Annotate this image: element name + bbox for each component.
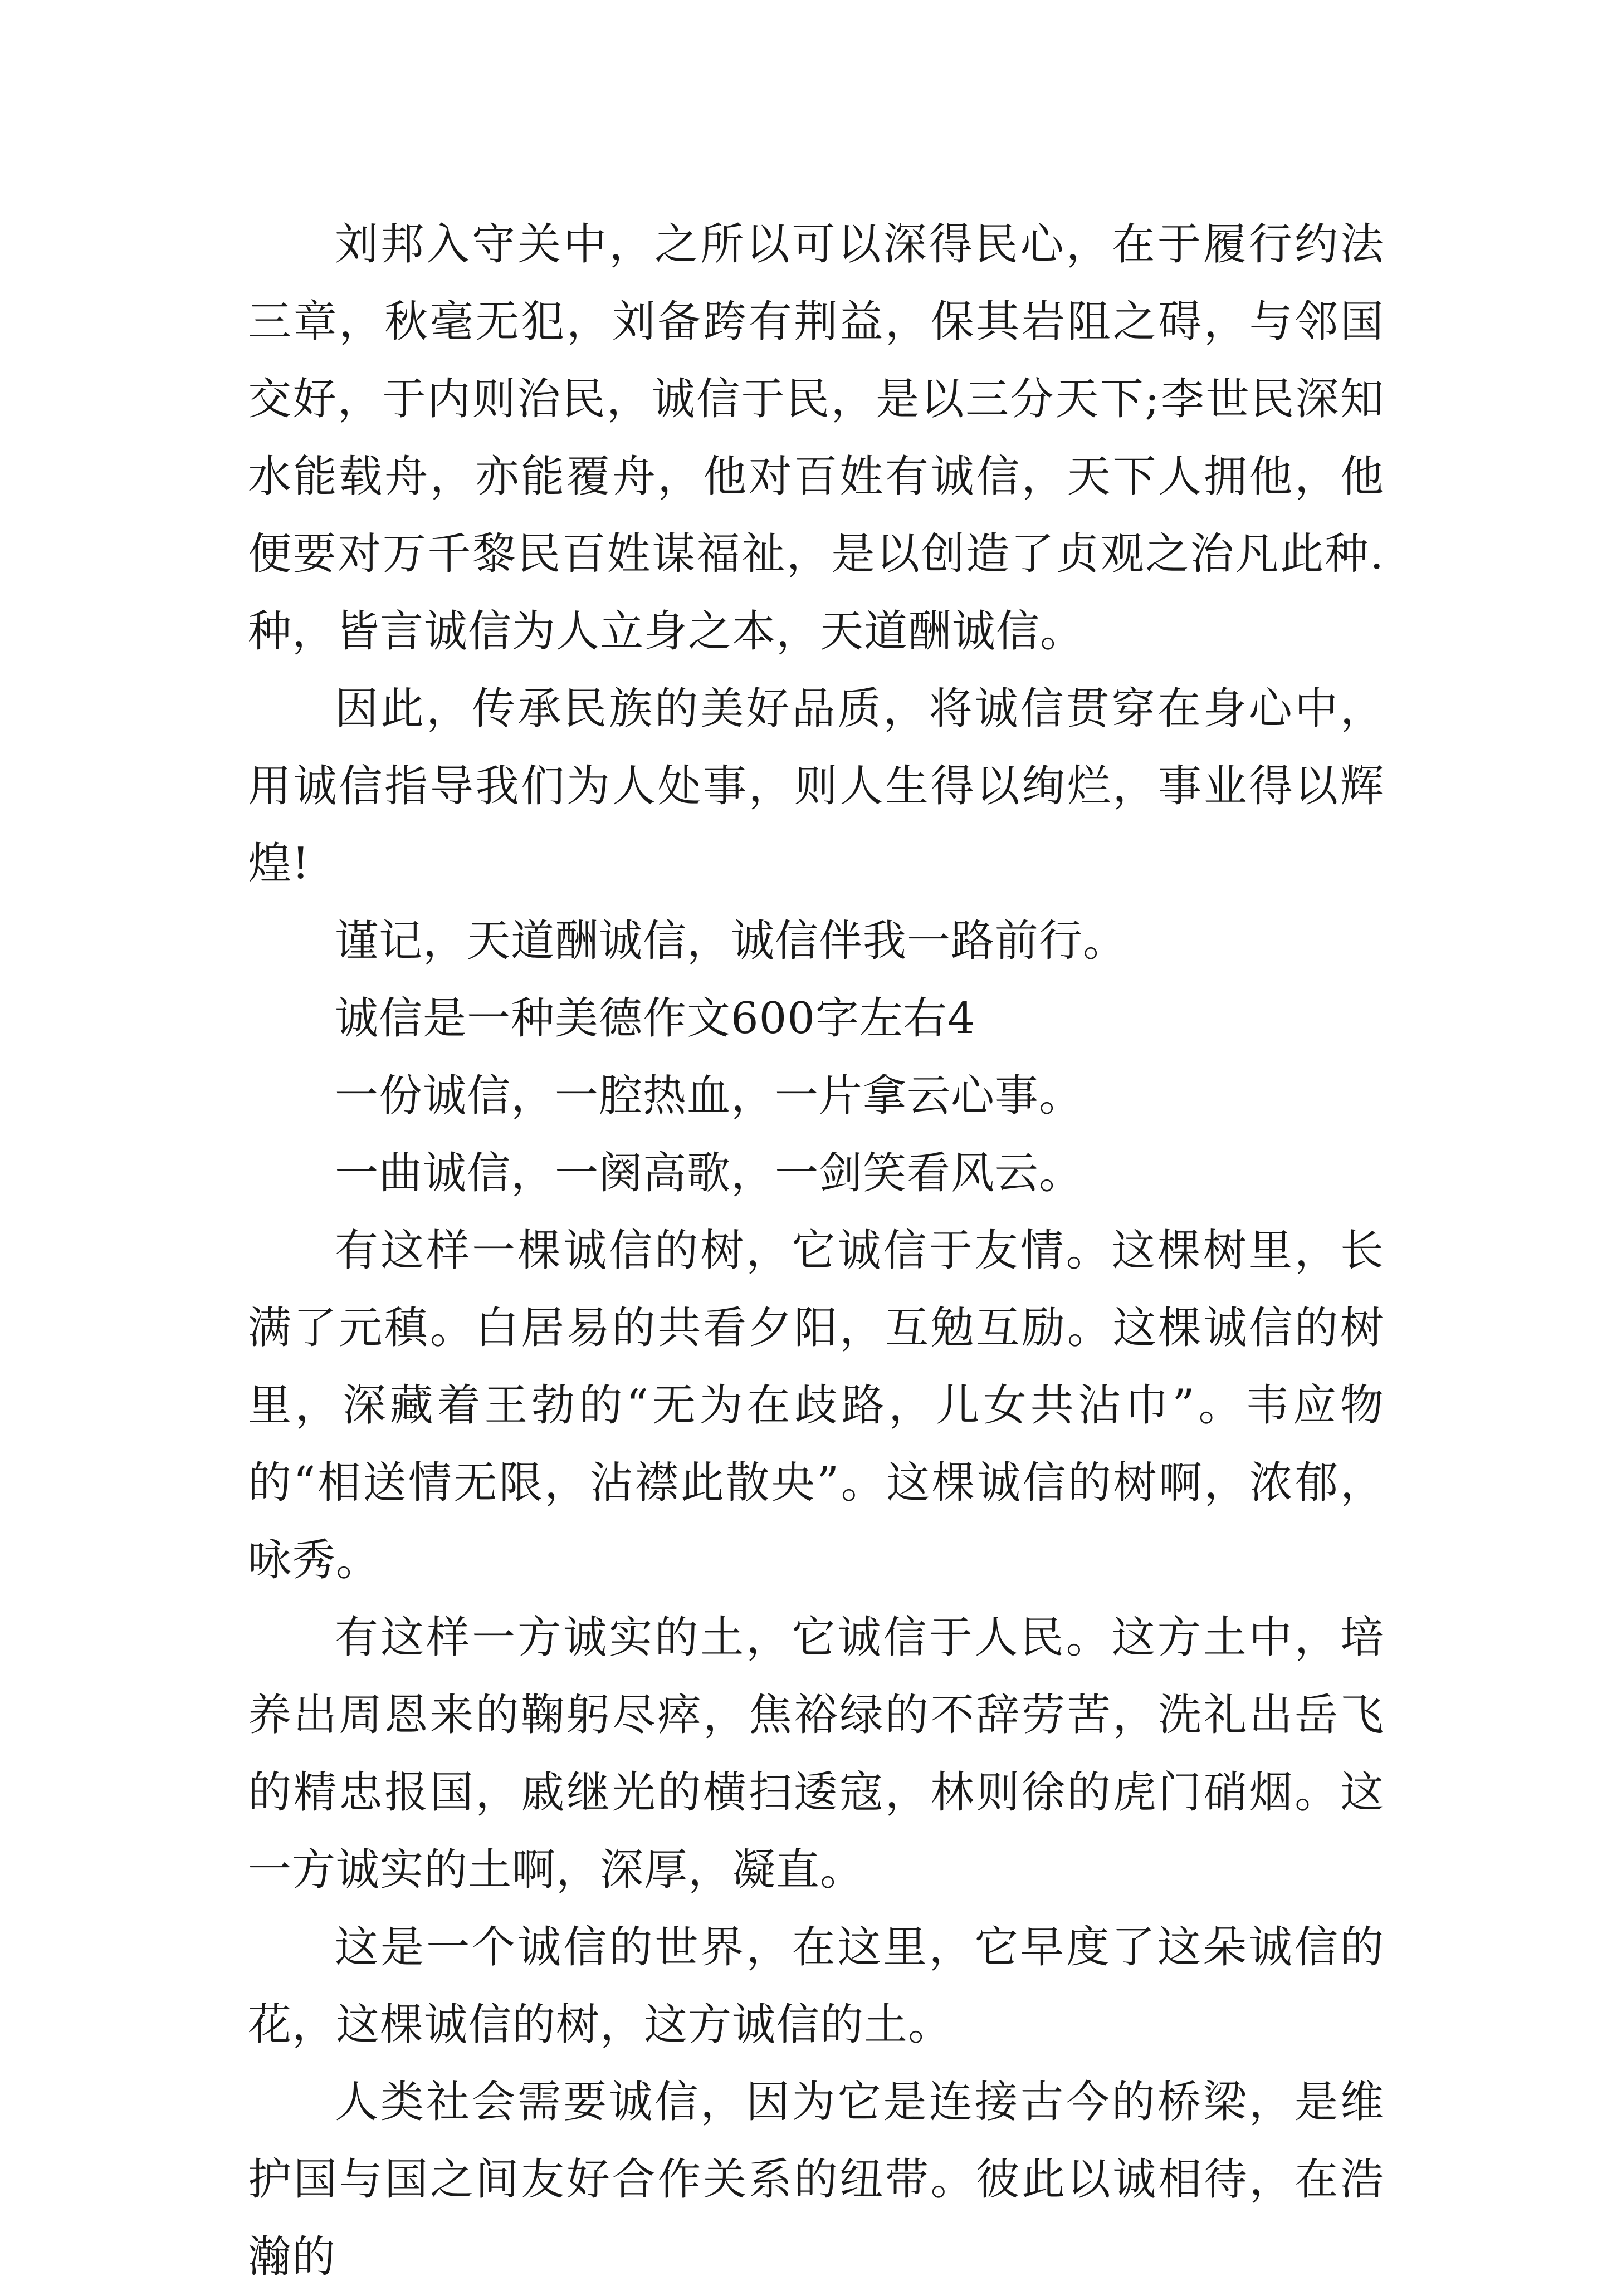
paragraph: 有这样一方诚实的土，它诚信于人民。这方土中，培养出周恩来的鞠躬尽瘁，焦裕绿的不辞劳苦，洗礼出岳飞的精忠报国，戚继光的横扫逶寇，林则徐的虎门硝烟。这一方诚实的土啊，深厚，凝直。 — [248, 1613, 1384, 1895]
paragraph: 一曲诚信，一阕高歌，一剑笑看风云。 — [335, 1148, 1083, 1198]
paragraph: 谨记，天道酬诚信，诚信伴我一路前行。 — [335, 916, 1127, 966]
document-body — [248, 206, 1384, 2296]
paragraph: 人类社会需要诚信，因为它是连接古今的桥梁，是维护国与国之间友好合作关系的纽带。彼此以诚相待，在浩瀚的 — [248, 2077, 1384, 2282]
paragraph: 因此，传承民族的美好品质，将诚信贯穿在身心中，用诚信指导我们为人处事，则人生得以绚烂，事业得以辉煌! — [248, 684, 1384, 889]
paragraph: 刘邦入守关中，之所以可以深得民心，在于履行约法三章，秋毫无犯，刘备跨有荆益，保其岩阻之碍，与邻国交好，于内则治民，诚信于民，是以三分天下;李世民深知水能载舟，亦能覆舟，他对百姓有诚信，天下人拥他，他便要对万千黎民百姓谋福祉，是以创造了贞观之治凡此种.种，皆言诚信为人立身之本，天道酬诚信。 — [248, 219, 1384, 657]
paragraph: 有这样一棵诚信的树，它诚信于友情。这棵树里，长满了元稹。白居易的共看夕阳，互勉互励。这棵诚信的树里，深藏着王勃的“无为在歧路，儿女共沾巾”。韦应物的“相送情无限，沾襟此散央”。这棵诚信的树啊，浓郁，咏秀。 — [248, 1226, 1384, 1585]
section-heading: 诚信是一种美德作文600字左右4 — [335, 993, 976, 1044]
paragraph: 这是一个诚信的世界，在这里，它早度了这朵诚信的花，这棵诚信的树，这方诚信的土。 — [248, 1922, 1384, 2050]
paragraph: 一份诚信，一腔热血，一片拿云心事。 — [335, 1071, 1083, 1121]
